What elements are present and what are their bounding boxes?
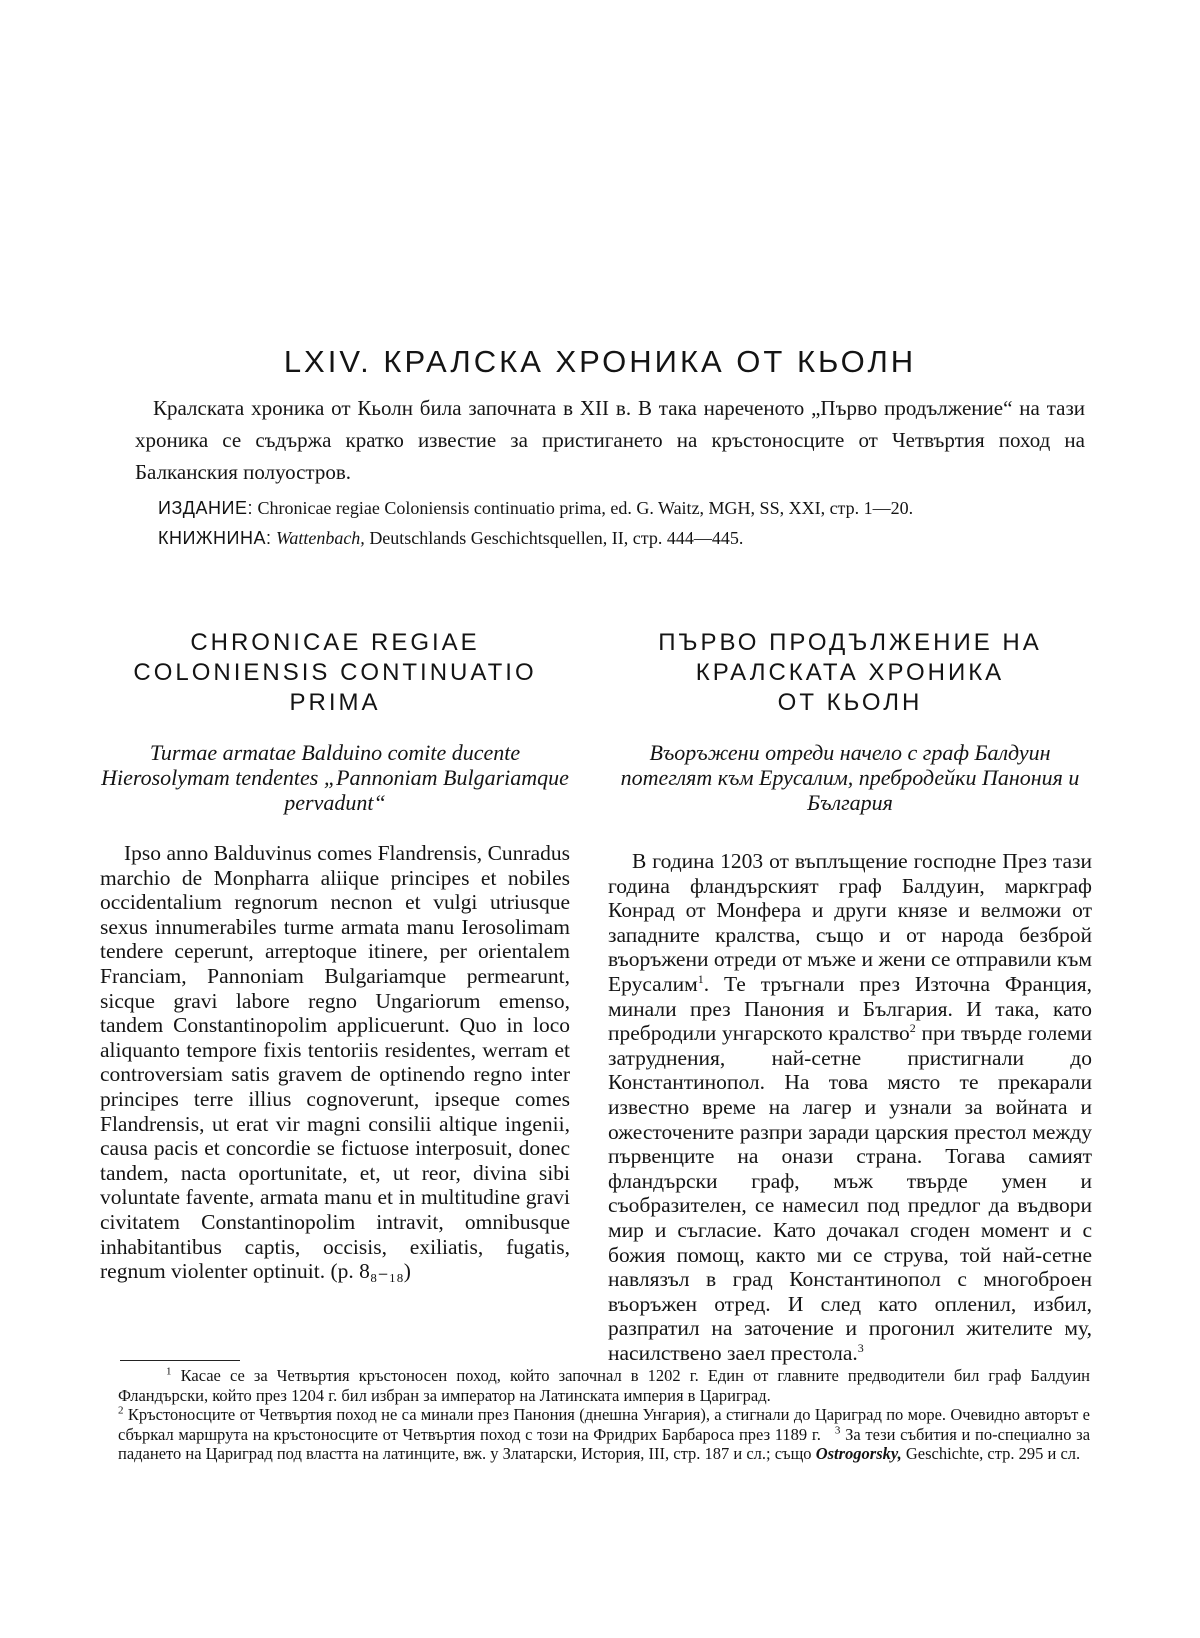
- footnote-mark: 3: [834, 1424, 841, 1436]
- latin-title-line: CHRONICAE REGIAE: [190, 629, 480, 656]
- footnote-author: Ostrogorsky,: [815, 1444, 902, 1463]
- chapter-title: LXIV. КРАЛСКА ХРОНИКА ОТ КЬОЛН: [283, 344, 917, 379]
- footnote-text: Geschichte, стр. 295 и сл.: [905, 1444, 1081, 1463]
- literature-author: Wattenbach,: [275, 528, 365, 548]
- footnote-2-3: [118, 1405, 1090, 1464]
- footnotes: [118, 1366, 1090, 1464]
- edition-label: ИЗДАНИЕ:: [158, 498, 253, 518]
- latin-subtitle: Turmae armatae Balduino comite ducente Hierosolymam tendentes „Pannoniam Bulgariamque pervadunt“: [101, 740, 569, 815]
- latin-column: [100, 628, 570, 1284]
- latin-title-line: COLONIENSIS CONTINUATIO: [133, 659, 537, 686]
- footnote-text: Касае се за Четвъртия кръстоносен поход, който започнал в 1202 г. Един от главните предводители бил граф Балдуин Фландърски, който през 1204 г. бил избран за император на Латинската империя в Цариград.: [118, 1366, 1091, 1405]
- footnote-ref-3: 3: [857, 1340, 864, 1355]
- bulgarian-title: [608, 628, 1092, 718]
- page-reference: (p. 8₈₋₁₈): [330, 1259, 411, 1284]
- footnote-divider: [120, 1360, 240, 1361]
- latin-title-line: PRIMA: [289, 689, 381, 716]
- bulgarian-text: [608, 849, 1092, 1365]
- latin-body: Ipso anno Balduvinus comes Flandrensis, Cunradus marchio de Monpharra aliique principes et nobiles occidentalium regnorum necnon et vulgi utriusque sexus innumerabiles turme armata manu Ierosolimam tendere ceperunt, arreptoque itinere, per orientalem Franciam, Pannoniam Bulgariamque permearunt, sicque gravi labore regno Ungariorum emenso, tandem Constantinopolim applicuerunt. Quo in loco aliquanto tempore fixis tentoriis residentes, werram et controversiam satis gravem de optinendo regno inter principes terre illius cognoverunt, ipseque comes Flandrensis, ut erat vir magni consilii altique ingenii, causa pacis et concordie se fictuose interposuit, donec tandem, nacta oportunitate, et, ut reor, divina sibi voluntate favente, armata manu et in multitudine gravi civitatem Constantinopolim intravit, omnibusque inhabitantibus captis, occisis, exiliatis, fugatis, regnum violenter optinuit.: [100, 841, 570, 1284]
- latin-title: [100, 628, 570, 718]
- footnote-mark: 1: [166, 1365, 172, 1378]
- footnote-ref-2: 2: [909, 1021, 916, 1035]
- footnote-ref-1: 1: [697, 971, 704, 986]
- bulgarian-subtitle: Въоръжени отреди начело с граф Балдуин потеглят към Ерусалим, пребродейки Панония и България: [620, 740, 1080, 815]
- edition-line: [158, 494, 1088, 522]
- bulgarian-body-part: при твърде големи затруднения, най-сетне пристигнали до Константинопол. На това място те прекарали известно време на лагер и узнали за войната и ожесточените разпри заради царския престол между първенците на онази страна. Тогава самият фландърски граф, мъж твърде умен и съобразителен, се намесил под предлог да въдвори мир и съгласие. Като дочакал сгоден момент и с божия помощ, както ми се струва, той най-сетне навлязъл в град Константинопол с многоброен въоръжен отред. И след като опленил, избил, разпратил на заточение и прогонил жителите му, насилствено заел престола.: [608, 1021, 1092, 1365]
- footnote-1: [118, 1366, 1090, 1405]
- literature-label: КНИЖНИНА:: [158, 528, 272, 548]
- footnote-mark: 2: [118, 1404, 124, 1417]
- footnote-text: За тези събития и по-специално за падането на Цариград под властта на латинците, вж. у Златарски, История, III, стр. 187 и сл.; също: [118, 1424, 1091, 1463]
- bulgarian-title-line: ОТ КЬОЛН: [777, 689, 923, 716]
- literature-line: [158, 524, 1088, 552]
- bulgarian-body-part: В година 1203 от въплъщение господне През тази година фландърският граф Балдуин, маркграф Конрад от Монфера и други князе и велможи от западните кралства, също и от народа безброй въоръжени отреди от мъже и жени се отправили към Ерусалим: [608, 849, 1092, 996]
- latin-text: [100, 841, 570, 1284]
- bulgarian-title-line: КРАЛСКАТА ХРОНИКА: [695, 659, 1005, 686]
- footnote-text: Кръстоносците от Четвъртия поход не са минали през Панония (днешна Унгария), а стигнали до Цариград по море. Очевидно авторът е сбъркал маршрута на кръстоносците от Четвъртия поход с този на Фридрих Барбароса през 1189 г.: [118, 1405, 1090, 1444]
- literature-text: Deutschlands Geschichtsquellen, II, стр. 444—445.: [369, 528, 744, 548]
- bulgarian-column: [608, 628, 1092, 1365]
- chapter-intro: Кралската хроника от Кьолн била започната в XII в. В така нареченото „Първо продължение“ на тази хроника се съдържа кратко известие за пристигането на кръстоносците от Четвъртия поход на Балканския полуостров.: [135, 396, 1085, 484]
- edition-text: Chronicae regiae Coloniensis continuatio prima, ed. G. Waitz, MGH, SS, XXI, стр. 1—20.: [257, 498, 914, 518]
- bulgarian-title-line: ПЪРВО ПРОДЪЛЖЕНИЕ НА: [658, 629, 1042, 656]
- bulgarian-body-part: . Те тръгнали през Източна Франция, минали през Панония и България. И така, като пребродили унгарското кралство: [608, 971, 1092, 1046]
